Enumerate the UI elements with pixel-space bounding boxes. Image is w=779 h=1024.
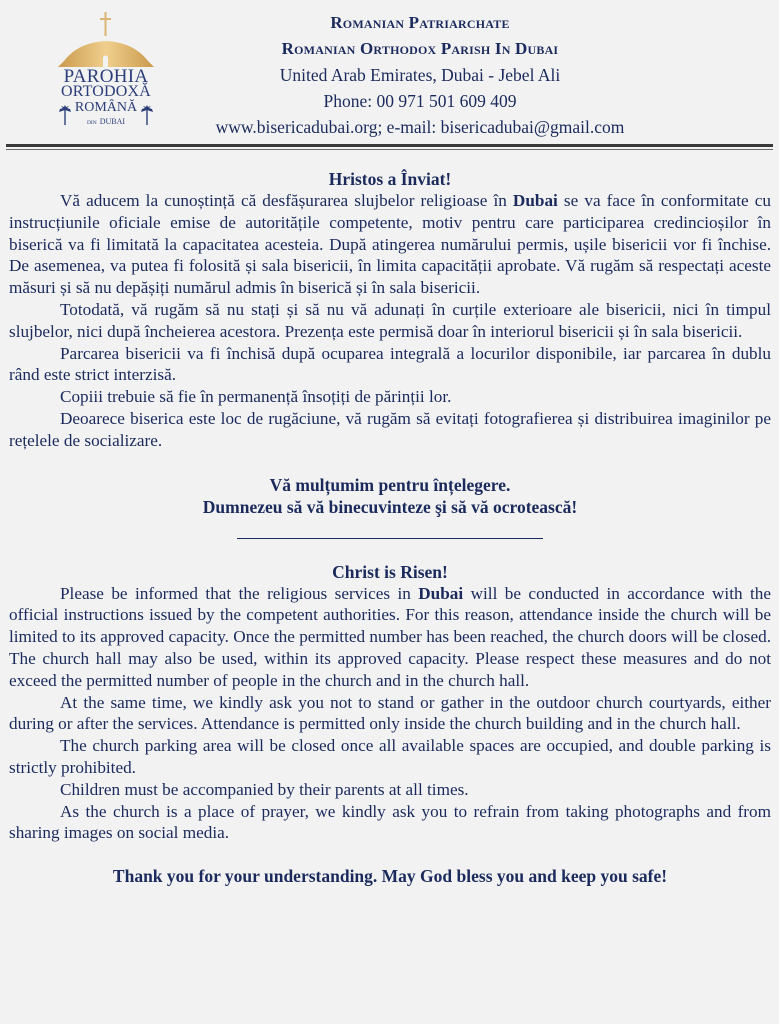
english-p1-dubai: Dubai	[418, 583, 464, 603]
palm-tree-icon	[59, 105, 71, 125]
english-paragraph-4: Children must be accompanied by their parents at all times.	[60, 779, 469, 799]
spacer	[9, 844, 771, 865]
romanian-closing-thanks: Vă mulțumim pentru înțelegere.	[269, 474, 511, 495]
english-paragraph-5: As the church is a place of prayer, we kindly ask you to refrain from taking photographs and from sharing images on social media.	[9, 801, 771, 843]
romanian-paragraph-4: Copiii trebuie să fie în permanență însoțiți de părinții lor.	[60, 387, 452, 407]
spacer	[9, 518, 771, 538]
romanian-closing-blessing: Dumnezeu să vă binecuvinteze şi să vă ocrotească!	[202, 496, 578, 517]
logo-text-din: DIN	[86, 120, 97, 126]
romanian-p1-dubai: Dubai	[512, 191, 558, 210]
spacer	[9, 539, 771, 561]
header-divider-thin	[6, 149, 773, 150]
header-divider-thick	[6, 144, 773, 147]
english-p1-text-a: Please be informed that the religious services in	[60, 583, 419, 603]
parish-logo	[52, 10, 160, 130]
letterhead	[180, 10, 660, 140]
english-closing: Thank you for your understanding. May God bless you and keep you safe!	[112, 866, 668, 887]
english-paragraph-3: The church parking area will be closed once all available spaces are occupied, and double parking is strictly prohibited.	[9, 736, 771, 777]
romanian-p1-text-a: Vă aducem la cunoștință că desfășurarea slujbelor religioase în	[60, 191, 513, 210]
palm-tree-icon	[141, 105, 153, 125]
parish-name: Romanian Orthodox Parish In Dubai	[281, 39, 559, 58]
spacer	[9, 452, 771, 474]
church-dome-icon	[52, 10, 160, 70]
romanian-paragraph-5: Deoarece biserica este loc de rugăciune, vă rugăm să evitați fotografierea și distribuirea imaginilor pe rețelele de socializare.	[9, 408, 771, 450]
logo-text-parohia: PAROHIA	[63, 66, 149, 87]
logo-text-romana: ROMÂNĂ	[74, 100, 138, 115]
english-paragraph-2: At the same time, we kindly ask you not to stand or gather in the outdoor church courtyards, either during or after the services. Attendance is permitted only inside the church building and in the church hall.	[9, 692, 771, 734]
org-name: Romanian Patriarchate	[330, 13, 510, 32]
notice-body	[9, 168, 771, 887]
logo-text-dubai: DUBAI	[99, 117, 126, 126]
romanian-paragraph-2: Totodată, vă rugăm să nu stați și să nu vă adunați în curțile exterioare ale bisericii, nici în timpul slujbelor, nici după încheierea acestora. Prezența este permisă doar în interiorul bisericii și în sala bisericii.	[9, 299, 771, 341]
romanian-title: Hristos a Înviat!	[328, 169, 452, 189]
location: United Arab Emirates, Dubai - Jebel Ali	[279, 65, 561, 85]
english-p1-text-b: will be conducted in accordance with the official instructions issued by the competent authorities. For this reason, attendance inside the church will be limited to its approved capacity. Once the permitted number has been reached, the church doors will be closed. The church hall may also be used, within its approved capacity. Please respect these measures and do not exceed the permitted number of people in the church and in the church hall.	[9, 583, 772, 690]
romanian-paragraph-3: Parcarea bisericii va fi închisă după ocuparea integrală a locurilor disponibile, iar parcarea în dublu rând este strict interzisă.	[9, 343, 771, 385]
phone: Phone: 00 971 501 609 409	[323, 91, 517, 111]
romanian-p1-text-b: se va face în conformitate cu instrucțiunile oficiale emise de autoritățile competente, motiv pentru care participarea credincioșilor în biserică va fi limitată la capacitatea acesteia. După atingerea numărului permis, ușile bisericii vor fi închise. De asemenea, va putea fi folosită și sala bisericii, în limita capacității aprobate. Vă rugăm să respectați aceste măsuri și să nu depășiți numărul admis în biserică și în sala bisericii.	[9, 191, 771, 298]
logo-text-ortodoxa: ORTODOXĂ	[60, 83, 152, 100]
english-title: Christ is Risen!	[332, 561, 448, 582]
contact-info: www.bisericadubai.org; e-mail: bisericadubai@gmail.com	[215, 117, 625, 137]
romanian-paragraph-1	[9, 190, 771, 299]
english-paragraph-1	[9, 583, 771, 692]
